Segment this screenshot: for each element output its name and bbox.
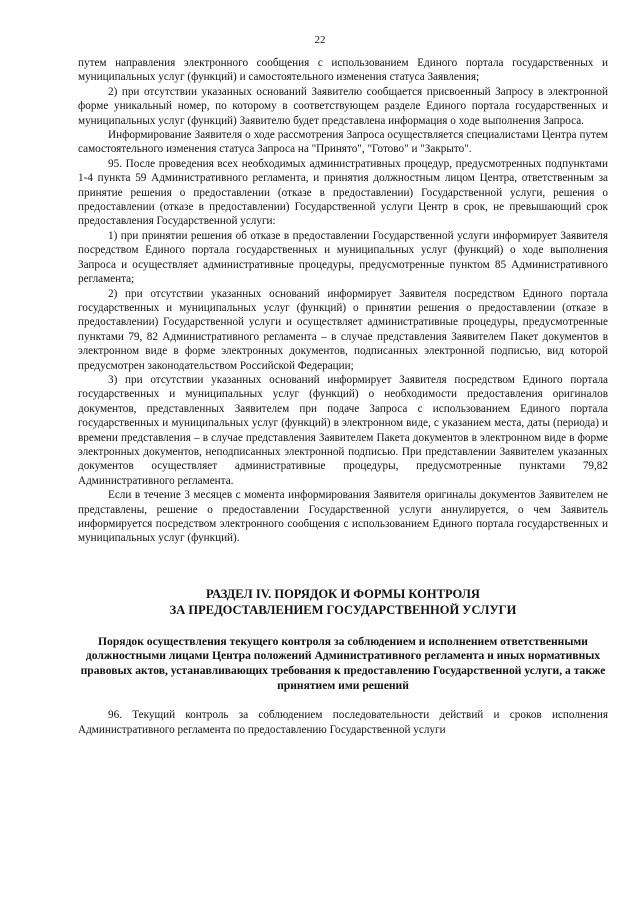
- paragraph-5: 1) при принятии решения об отказе в предоставлении Государственной услуги информирует Заявителя посредством Единого портала государственных и муниципальных услуг (функций) о ходе выполнения Запроса и осуществляет административные процедуры, предусмотренные пунктом 85 Административного регламента;: [78, 229, 608, 286]
- paragraph-96: 96. Текущий контроль за соблюдением последовательности действий и сроков исполнения Административного регламента по предоставлению Государственной услуги: [78, 709, 608, 736]
- page-number: 22: [314, 34, 326, 46]
- section-subtitle: Порядок осуществления текущего контроля за соблюдением и исполнением ответственными должностными лицами Центра положений Административного регламента и иных нормативных правовых актов, устанавливающих требования к предоставлению Государственной услуги, а также принятием ими решений: [80, 634, 606, 692]
- paragraph-2: 2) при отсутствии указанных оснований Заявителю сообщается присвоенный Запросу в электронной форме уникальный номер, по которому в соответствующем разделе Единого портала государственных и муниципальных услуг (функций) Заявителю будет представлена информация о ходе выполнения Запроса.: [78, 85, 608, 127]
- paragraph-7: 3) при отсутствии указанных оснований информирует Заявителя посредством Единого портала государственных и муниципальных услуг (функций) о необходимости предоставления оригиналов документов, представленных Заявителем при подаче Запроса с использованием Единого портала государственных и муниципальных услуг (функций) в электронном виде, с указанием места, даты (периода) и времени представления – в случае представления Заявителем Пакета документов в электронном виде в форме электронных документов, неподписанных электронной подписью. При представлении Заявителем указанных документов осуществляет административные процедуры, предусмотренные пунктами 79,82 Административного регламента.: [78, 373, 608, 487]
- paragraph-3: Информирование Заявителя о ходе рассмотрения Запроса осуществляется специалистами Центра путем самостоятельного изменения статуса Запроса на "Принято", "Готово" и "Закрыто".: [78, 129, 608, 156]
- paragraph-6: 2) при отсутствии указанных оснований информирует Заявителя посредством Единого портала государственных и муниципальных услуг (функций) о принятии решения о предоставлении (отказе в предоставлении) Государственной услуги и осуществляет административные процедуры, предусмотренные пунктами 79, 82 Административного регламента – в случае представления Заявителем Пакет документов в электронном виде в форме электронных документов, подписанных электронной подписью, вид которой предусмотрен законодательством Российской Федерации;: [78, 287, 608, 372]
- subtitle-spacer: [78, 618, 608, 635]
- paragraph-1: путем направления электронного сообщения с использованием Единого портала государственных и муниципальных услуг (функций) и самостоятельного изменения статуса Заявления;: [78, 57, 608, 84]
- section-spacer: [78, 546, 608, 586]
- paragraph-4: 95. После проведения всех необходимых административных процедур, предусмотренных подпунктами 1-4 пункта 59 Административного регламента, и принятия должностным лицом Центра, ответственным за принятие решения о предоставлении (отказе в предоставлении) Государственной услуги, решения о предоставлении (отказе в предоставлении) Государственной услуги Центр в срок, не превышающий срок предоставления Государственной услуги:: [78, 157, 608, 228]
- paragraph-spacer: [78, 693, 608, 708]
- document-body: [78, 56, 608, 737]
- section-title-line-1: РАЗДЕЛ IV. ПОРЯДОК И ФОРМЫ КОНТРОЛЯ: [206, 586, 480, 601]
- paragraph-8: Если в течение 3 месяцев с момента информирования Заявителя оригиналы документов Заявителем не представлены, решение о предоставлении Государственной услуги аннулируется, о чем Заявитель информируется посредством электронного сообщения с использованием Единого портала государственных и муниципальных услуг (функций).: [78, 489, 608, 545]
- section-title-line-2: ЗА ПРЕДОСТАВЛЕНИЕМ ГОСУДАРСТВЕННОЙ УСЛУГИ: [169, 602, 517, 617]
